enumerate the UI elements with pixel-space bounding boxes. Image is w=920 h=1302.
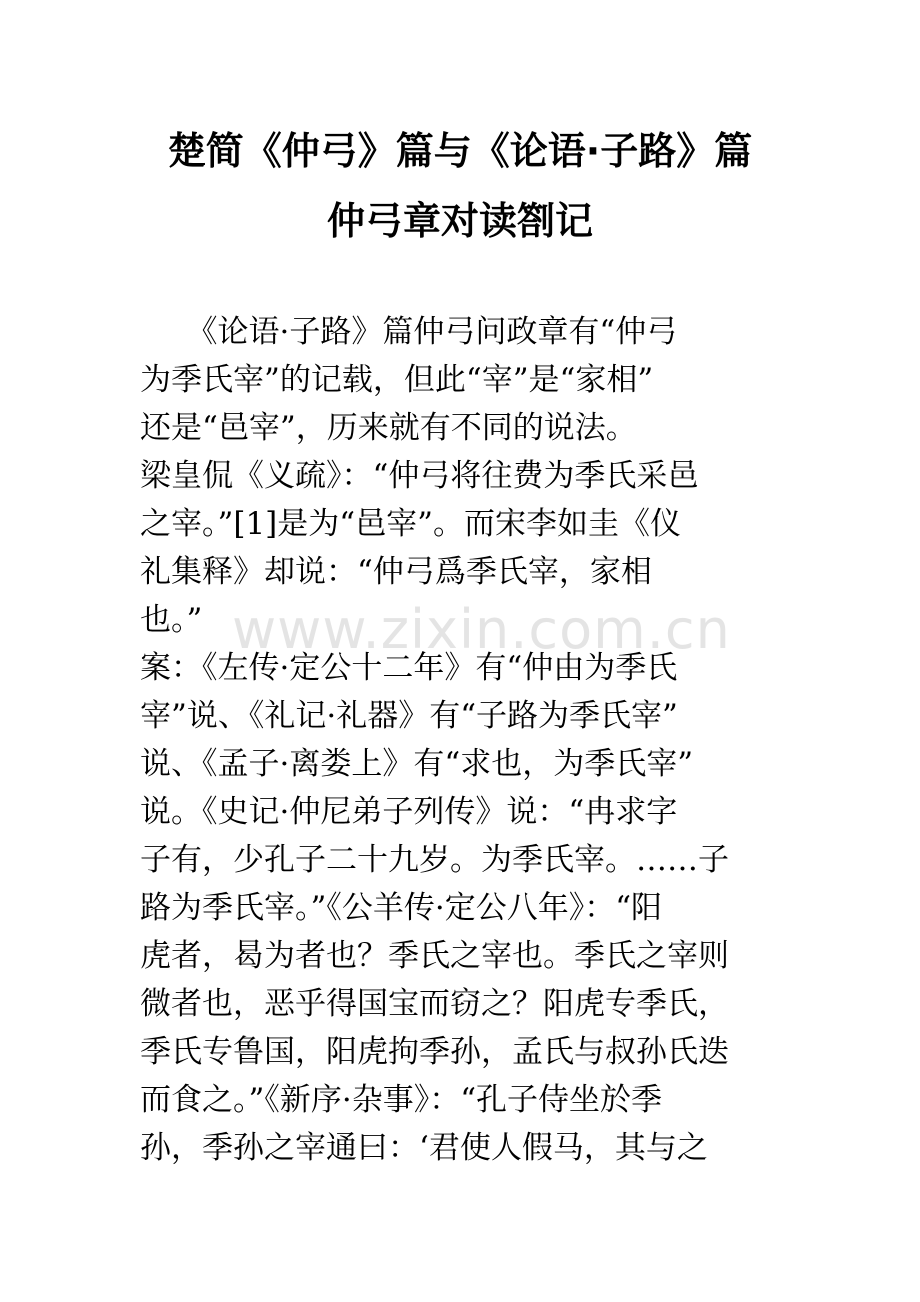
body-line: 季氏专鲁国，阳虎拘季孙，孟氏与叔孙氏迭 <box>140 1034 729 1070</box>
body-line: 也。” <box>140 602 203 638</box>
body-line: 子有，少孔子二十九岁。为季氏宰。……子 <box>140 842 729 878</box>
body-line: 之宰。”[1]是为“邑宰”。而宋李如圭《仪 <box>140 506 681 542</box>
body-line: 《论语·子路》篇仲弓问政章有“仲弓 <box>140 314 678 350</box>
body-line: 宰”说、《礼记·礼器》有“子路为季氏宰” <box>140 698 678 734</box>
body-line: 说。《史记·仲尼弟子列传》说：“冉求字 <box>140 794 678 830</box>
title-line-1: 楚简《仲弓》篇与《论语·子路》篇 <box>167 129 753 173</box>
body-line: 路为季氏宰。”《公羊传·定公八年》：“阳 <box>140 890 663 926</box>
body-line: 虎者，曷为者也？季氏之宰也。季氏之宰则 <box>140 938 729 974</box>
body-line: 还是“邑宰”，历来就有不同的说法。 <box>140 410 637 446</box>
body-line: 梁皇侃《义疏》：“仲弓将往费为季氏采邑 <box>140 458 699 494</box>
body-line: 说、《孟子·离娄上》有“求也，为季氏宰” <box>140 746 694 782</box>
title-line-2: 仲弓章对读劄记 <box>326 199 593 243</box>
body-line: 案：《左传·定公十二年》有“仲由为季氏 <box>140 650 678 686</box>
body-line: 为季氏宰”的记载，但此“宰”是“家相” <box>140 362 654 398</box>
body-line: 微者也，恶乎得国宝而窃之？阳虎专季氏， <box>140 986 729 1022</box>
body-line: 孙，季孙之宰通曰：‘君使人假马，其与之 <box>140 1130 708 1166</box>
watermark: www.zixin.com.cn <box>232 598 731 661</box>
body-line: 礼集释》却说：“仲弓爲季氏宰，家相 <box>140 554 652 590</box>
body-line: 而食之。”《新序·杂事》：“孔子侍坐於季 <box>140 1082 663 1118</box>
